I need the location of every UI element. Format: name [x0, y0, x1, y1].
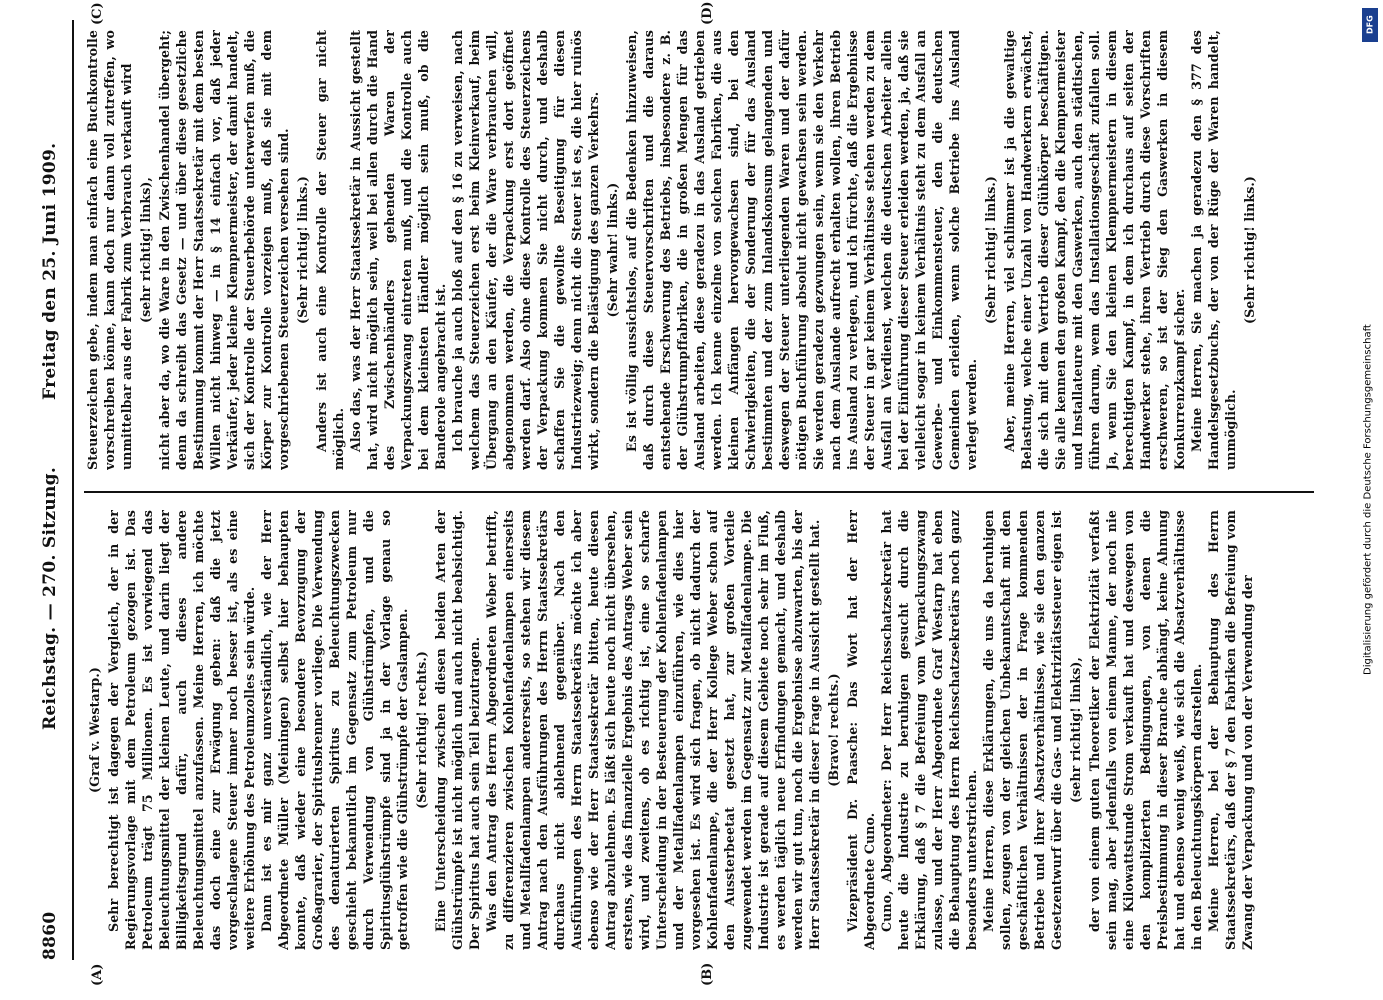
interjection: (Sehr wahr! links.)	[605, 182, 620, 318]
paragraph: Aber, meine Herren, viel schlimmer ist ja die gewaltige Belastung, welche einer Unzahl von Handwerkern erwächst, die sich mit dem Vertrieb dieser Glühkörper beschäftigen. Sie alle kennen den großen Kampf, den die Klempnermeister und Installateure mit den Gaswerken, auch den städtischen, führen darum, wem das Installationsgeschäft zufallen soll. Ja, wenn Sie den kleinen Klempnermeistern in diesem berechtigten Kampf, in dem ich durchaus auf seiten der Handwerker stehe, ihren Vertrieb durch diese Vorschriften erschweren, so ist der Sieg den Gaswerken in diesem Konkurrenzkampf sicher.	[1002, 30, 1187, 470]
right-column	[84, 30, 1314, 470]
interjection: (Bravo! rechts.)	[826, 673, 841, 787]
rotated-page	[10, 0, 1340, 990]
interjection: (Sehr richtig! links.)	[295, 176, 310, 324]
left-column	[84, 510, 1314, 950]
paragraph: Meine Herren, Sie machen ja geradezu den § 377 des Handelsgesetzbuchs, der von der Rüge der Waren handelt, unmöglich.	[1189, 30, 1238, 470]
paragraph: Dann ist es mir ganz unverständlich, wie der Herr Abgeordnete Müller (Meiningen) selbst hier behaupten konnte, daß wieder eine besondere Bevorzugung der Großagrarier, der Spiritusbrenner vorliege. Die Verwendung des denaturierten Spiritus zu Beleuchtungszwecken geschieht bekanntlich im Gegensatz zum Petroleum nur durch Verwendung von Glühstrümpfen, und die Spiritusglühstrümpfe sind ja in der Vorlage genau so getroffen wie die Glühstrümpfe der Gaslampen.	[259, 510, 410, 950]
column-divider	[84, 491, 1314, 493]
dfg-logo: DFG	[1362, 8, 1378, 42]
paragraph: Anders ist auch eine Kontrolle der Steuer gar nicht möglich.	[314, 30, 346, 470]
margin-marker-c: (C)	[90, 2, 105, 25]
paragraph: Meine Herren, diese Erklärungen, die uns da beruhigen sollen, zeugen von der gleichen Unbekanntschaft mit den geschäftlichen Verhältnissen der in Frage kommenden Betriebe und ihrer Absatzverhältnisse, wie sie den ganzen Gesetzentwurf über die Gas- und Elektrizitätssteuer eigen ist	[981, 510, 1064, 950]
paragraph: Es ist völlig aussichtslos, auf die Bedenken hinzuweisen, daß durch diese Steuervorschriften und die daraus entstehende Erschwerung des Betriebs, insbesondere z. B. der Glühstrumpffabriken, die in großen Mengen für das Ausland arbeiten, diese geradezu in das Ausland getrieben werden. Ich kenne einzelne von solchen Fabriken, die aus kleinen Anfängen hervorgewachsen sind, bei den Schwierigkeiten, die der Sonderung der für das Ausland bestimmten und der zum Inlandskonsum gelangenden und deswegen der Steuer unterliegenden Waren und der dafür nötigen Buchführung absolut nicht gewachsen sein werden. Sie werden geradezu gezwungen sein, wenn sie den Verkehr nach dem Auslande aufrecht erhalten wollen, ihren Betrieb ins Ausland zu verlegen, und ich fürchte, daß die Ergebnisse der Steuer in gar keinem Verhältnisse stehen werden zu dem Ausfall an Verdienst, welchen die deutschen Arbeiter allein bei der Einführung dieser Steuer erleiden werden, ja, daß sie vielleicht sogar in keinem Verhältnis steht zu dem Ausfall an Gewerbe- und Einkommensteuer, den die deutschen Gemeinden erleiden, wenn solche Betriebe ins Ausland verlegt werden.	[624, 30, 979, 470]
paragraph: nicht aber da, wo die Ware in den Zwischenhandel übergeht; denn da schreibt das Gesetz — und über diese gesetzliche Bestimmung kommt der Herr Staatssekretär mit dem besten Willen nicht hinweg — in § 14 einfach vor, daß jeder Verkäufer, jeder kleine Klempnermeister, der damit handelt, sich der Kontrolle der Steuerbehörde unterwerfen muß, die Körper zur Kontrolle vorzeigen muß, daß sie mit dem vorgeschriebenen Steuerzeichen versehen sind.	[157, 30, 291, 470]
margin-marker-b: (B)	[700, 962, 715, 986]
session-title: Reichstag. — 270. Sitzung.	[40, 466, 60, 730]
paragraph: Steuerzeichen gebe, indem man einfach eine Buchkontrolle vorschreiben könne, kann doch nur dann voll zutreffen, wo unmittelbar aus der Fabrik zum Verbrauch verkauft wird	[85, 30, 134, 470]
interjection: (Sehr richtig! rechts.)	[414, 651, 429, 809]
paragraph: Was den Antrag des Herrn Abgeordneten Weber betrifft, zu differenzieren zwischen Kohlenfadenlampen einerseits und Metallfadenlampen andererseits, so stehen wir diesem Antrag nach den Ausführungen des Herrn Staatssekretärs durchaus nicht ablehnend gegenüber. Nach den Ausführungen des Herrn Staatssekretärs möchte ich aber ebenso wie der Herr Staatssekretär bitten, heute diesen Antrag abzulehnen. Es läßt sich heute noch nicht übersehen, erstens, wie das finanzielle Ergebnis des Antrags Weber sein wird, und zweitens, ob es richtig ist, eine so scharfe Unterscheidung in der Besteuerung der Kohlenfadenlampen und der Metallfadenlampen einzuführen, wie dies hier vorgesehen ist. Es wird sich fragen, ob nicht dadurch der Kohlenfadenlampe, die der Herr Kollege Weber schon auf den Aussterbeetat gesetzt hat, zur großen Vorteile zugewendet werden im Gegensatz zur Metallfadenlampe. Die Industrie ist gerade auf diesem Gebiete noch sehr im Fluß, es werden täglich neue Erfindungen gemacht, und deshalb werden wir gut tun, noch die Ergebnisse abzuwarten, bis der Herr Staatssekretär in dieser Frage in Aussicht gestellt hat.	[484, 510, 822, 950]
header-rule	[72, 20, 74, 960]
paragraph: Cuno, Abgeordneter: Der Herr Reichsschatzsekretär hat heute die Industrie zu beruhigen gesucht durch die Erklärung, daß § 7 die Befreiung vom Verpackungszwang zulasse, und der Herr Abgeordnete Graf Westarp hat eben die Behauptung des Herrn Reichsschatzsekretärs noch ganz besonders unterstrichen.	[879, 510, 979, 950]
paragraph: Vizepräsident Dr. Paasche: Das Wort hat der Herr Abgeordnete Cuno.	[845, 510, 877, 950]
paragraph: Meine Herren, bei der Behauptung des Herrn Staatssekretärs, daß der § 7 den Fabriken die Befreiung vom Zwang der Verpackung und von der Verwendung der	[1206, 510, 1255, 950]
interjection: (Sehr richtig! links.)	[983, 176, 998, 324]
interjection: (Graf v. Westarp.)	[87, 667, 102, 793]
paragraph: der von einem guten Theoretiker der Elektrizität verfaßt sein mag, aber jedenfalls von einem Manne, der noch nie eine Kilowattstunde Strom verkauft hat und deswegen von den komplizierten Bedingungen, von denen die Preisbestimmung in dieser Branche abhängt, keine Ahnung hat und ebenso wenig weiß, wie sich die Absatzverhältnisse in den Beleuchtungskörpern darstellen.	[1087, 510, 1204, 950]
page-header	[10, 0, 60, 990]
margin-marker-a: (A)	[90, 963, 105, 986]
date-title: Freitag den 25. Juni 1909.	[40, 142, 60, 400]
paragraph: Also das, was der Herr Staatssekretär in Aussicht gestellt hat, wird nicht möglich sein, weil bei allen durch die Hand des Zwischenhändlers gehenden Waren der Verpackungszwang eintreten muß, und die Kontrolle auch bei dem kleinsten Händler möglich sein muß, ob die Banderole angebracht ist.	[348, 30, 448, 470]
digitization-note: Digitalisierung gefördert durch die Deutsche Forschungsgemeinschaft	[1362, 324, 1374, 676]
interjection: (Sehr richtig! links.)	[1242, 176, 1257, 324]
page-number: 8860	[40, 911, 60, 960]
paragraph: Sehr berechtigt ist dagegen der Vergleich, der in der Regierungsvorlage mit dem Petroleum gezogen ist. Das Petroleum trägt 75 Millionen. Es ist vorwiegend das Beleuchtungsmittel der kleinen Leute, und darin liegt der Billigkeitsgrund dafür, auch dieses andere Beleuchtungsmittel anzufassen. Meine Herren, ich möchte das doch eine zur Erwägung geben: daß die jetzt vorgeschlagene Steuer immer noch besser ist, als es eine weitere Erhöhung des Petroleumzolles sein würde.	[106, 510, 257, 950]
paragraph: Eine Unterscheidung zwischen diesen beiden Arten der Glühstrümpfe ist nicht möglich und auch nicht beabsichtigt. Der Spiritus hat auch sein Teil beizutragen.	[433, 510, 482, 950]
paragraph: Ich brauche ja auch bloß auf den § 16 zu verweisen, nach welchem das Steuerzeichen erst beim Kleinverkauf, beim Übergang an den Käufer, der die Ware verbrauchen will, abgenommen werden, die Verpackung erst dort geöffnet werden darf. Also ohne diese Kontrolle des Steuerzeichens der Verpackung kommen Sie nicht durch, und deshalb schaffen Sie die gewollte Beseitigung für diesen Industriezweig; denn nicht die Steuer ist es, die hier ruinös wirkt, sondern die Belästigung des ganzen Verkehrs.	[450, 30, 601, 470]
interjection: (sehr richtig! links),	[138, 177, 153, 323]
margin-marker-d: (D)	[700, 1, 715, 25]
interjection: (sehr richtig! links),	[1068, 657, 1083, 803]
